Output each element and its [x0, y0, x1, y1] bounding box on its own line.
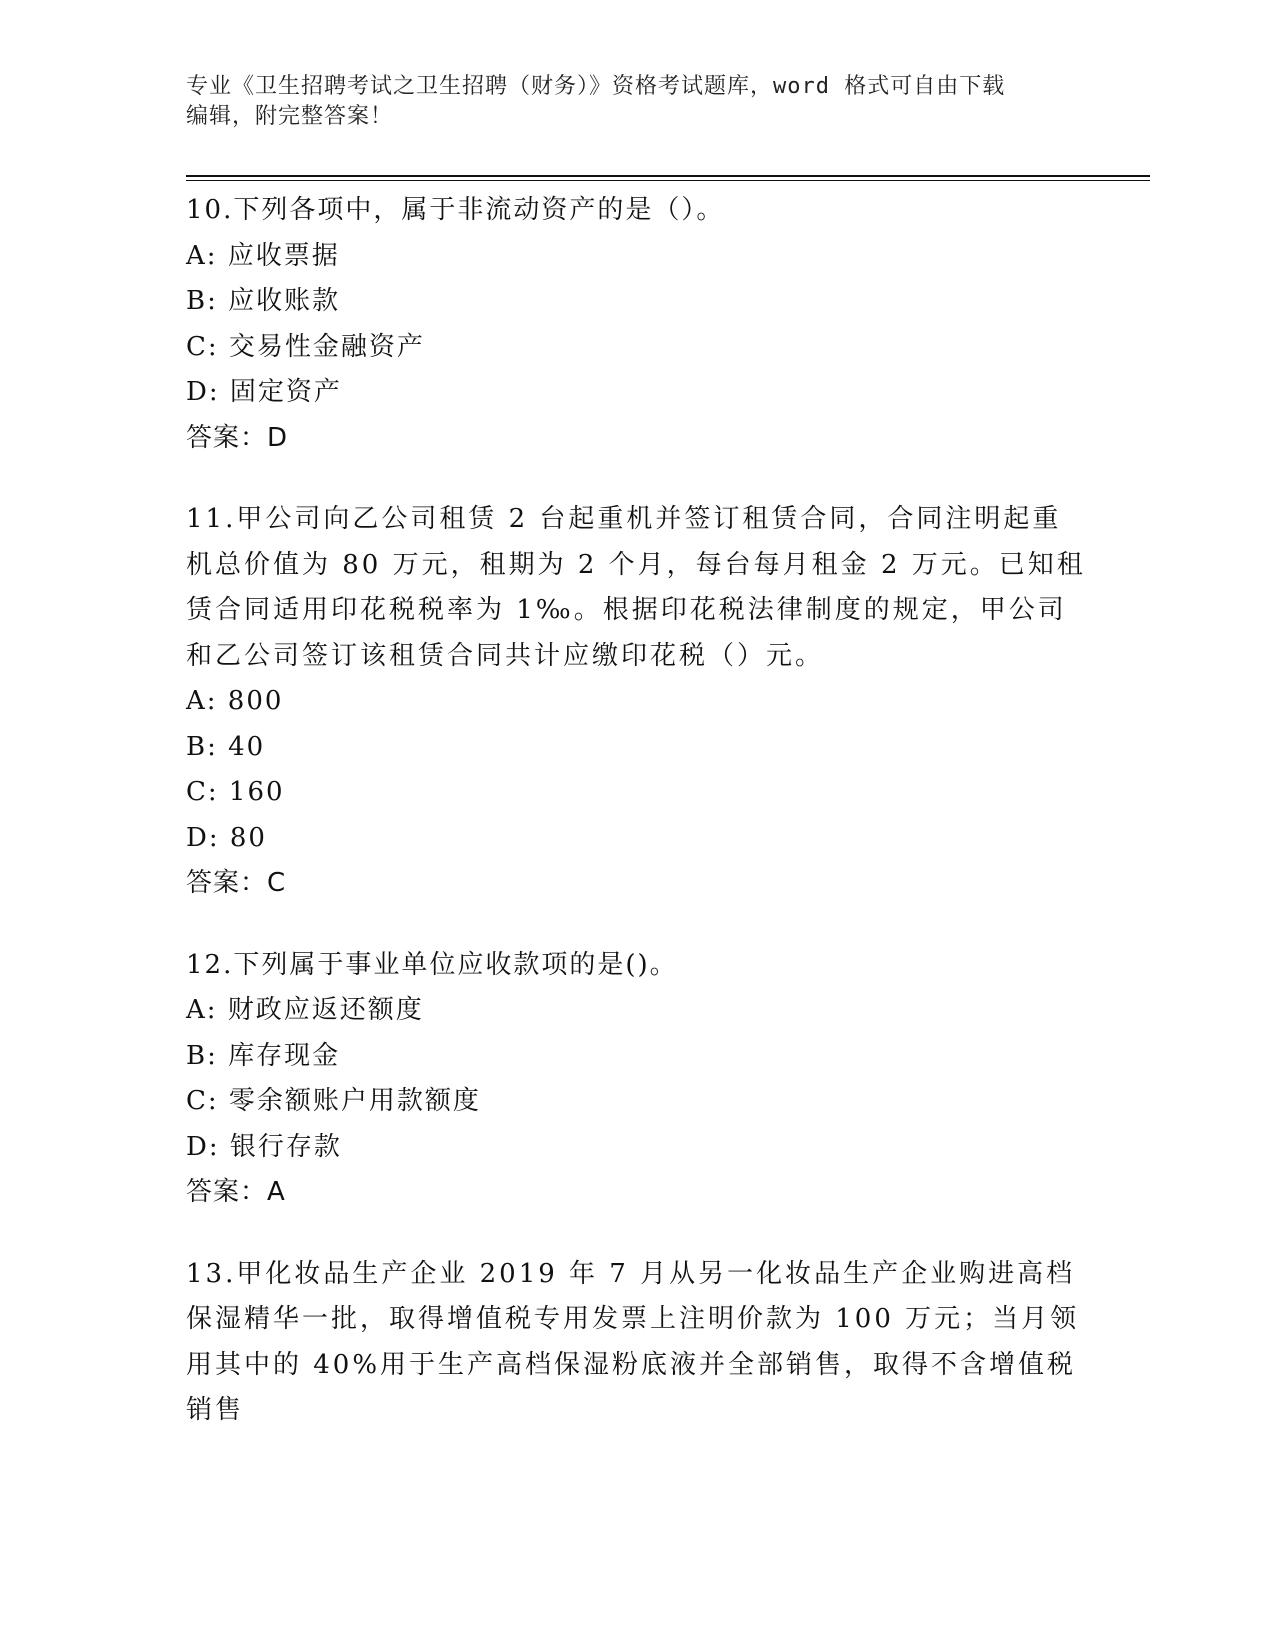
question-list	[186, 188, 1086, 1470]
question-stem: 12.下列属于事业单位应收款项的是()。	[186, 949, 678, 980]
option-b: B: 应收账款	[186, 286, 341, 316]
question-stem: 10.下列各项中，属于非流动资产的是（）。	[186, 195, 725, 225]
question-13	[186, 1252, 1086, 1434]
document-header	[186, 72, 1086, 132]
option-d: D: 银行存款	[186, 1131, 342, 1162]
question-stem: 11.甲公司向乙公司租赁 2 台起重机并签订租赁合同，合同注明起重机总价值为 80 万元，租期为 2 个月，每台每月租金 2 万元。已知租赁合同适用印花税税率为 1‰。根据印花税法律制度的规定，甲公司和乙公司签订该租赁合同共计应缴印花税（）元。	[186, 504, 1086, 671]
option-a: A: 应收票据	[186, 240, 340, 271]
option-a: A: 800	[186, 686, 284, 716]
question-10	[186, 188, 1086, 461]
header-divider-thin	[186, 180, 1150, 181]
question-12	[186, 943, 1086, 1216]
header-divider-thick	[186, 175, 1150, 177]
option-d: D: 80	[186, 822, 267, 853]
answer-line: 答案：D	[186, 422, 289, 453]
answer-line: 答案：C	[186, 868, 287, 898]
question-stem: 13.甲化妆品生产企业 2019 年 7 月从另一化妆品生产企业购进高档保湿精华一批，取得增值税专用发票上注明价款为 100 万元；当月领用其中的 40%用于生产高档保湿粉底液并全部销售，取得不含增值税销售	[186, 1258, 1080, 1425]
header-line-1: 专业《卫生招聘考试之卫生招聘（财务）》资格考试题库，word 格式可自由下载	[186, 74, 1006, 99]
question-11	[186, 497, 1086, 907]
option-b: B: 库存现金	[186, 1040, 341, 1071]
option-b: B: 40	[186, 731, 266, 762]
option-c: C: 160	[186, 777, 285, 807]
answer-line: 答案：A	[186, 1177, 286, 1207]
option-d: D: 固定资产	[186, 377, 342, 407]
option-a: A: 财政应返还额度	[186, 995, 424, 1025]
option-c: C: 交易性金融资产	[186, 331, 425, 362]
option-c: C: 零余额账户用款额度	[186, 1086, 481, 1116]
header-line-2: 编辑，附完整答案！	[186, 104, 394, 129]
